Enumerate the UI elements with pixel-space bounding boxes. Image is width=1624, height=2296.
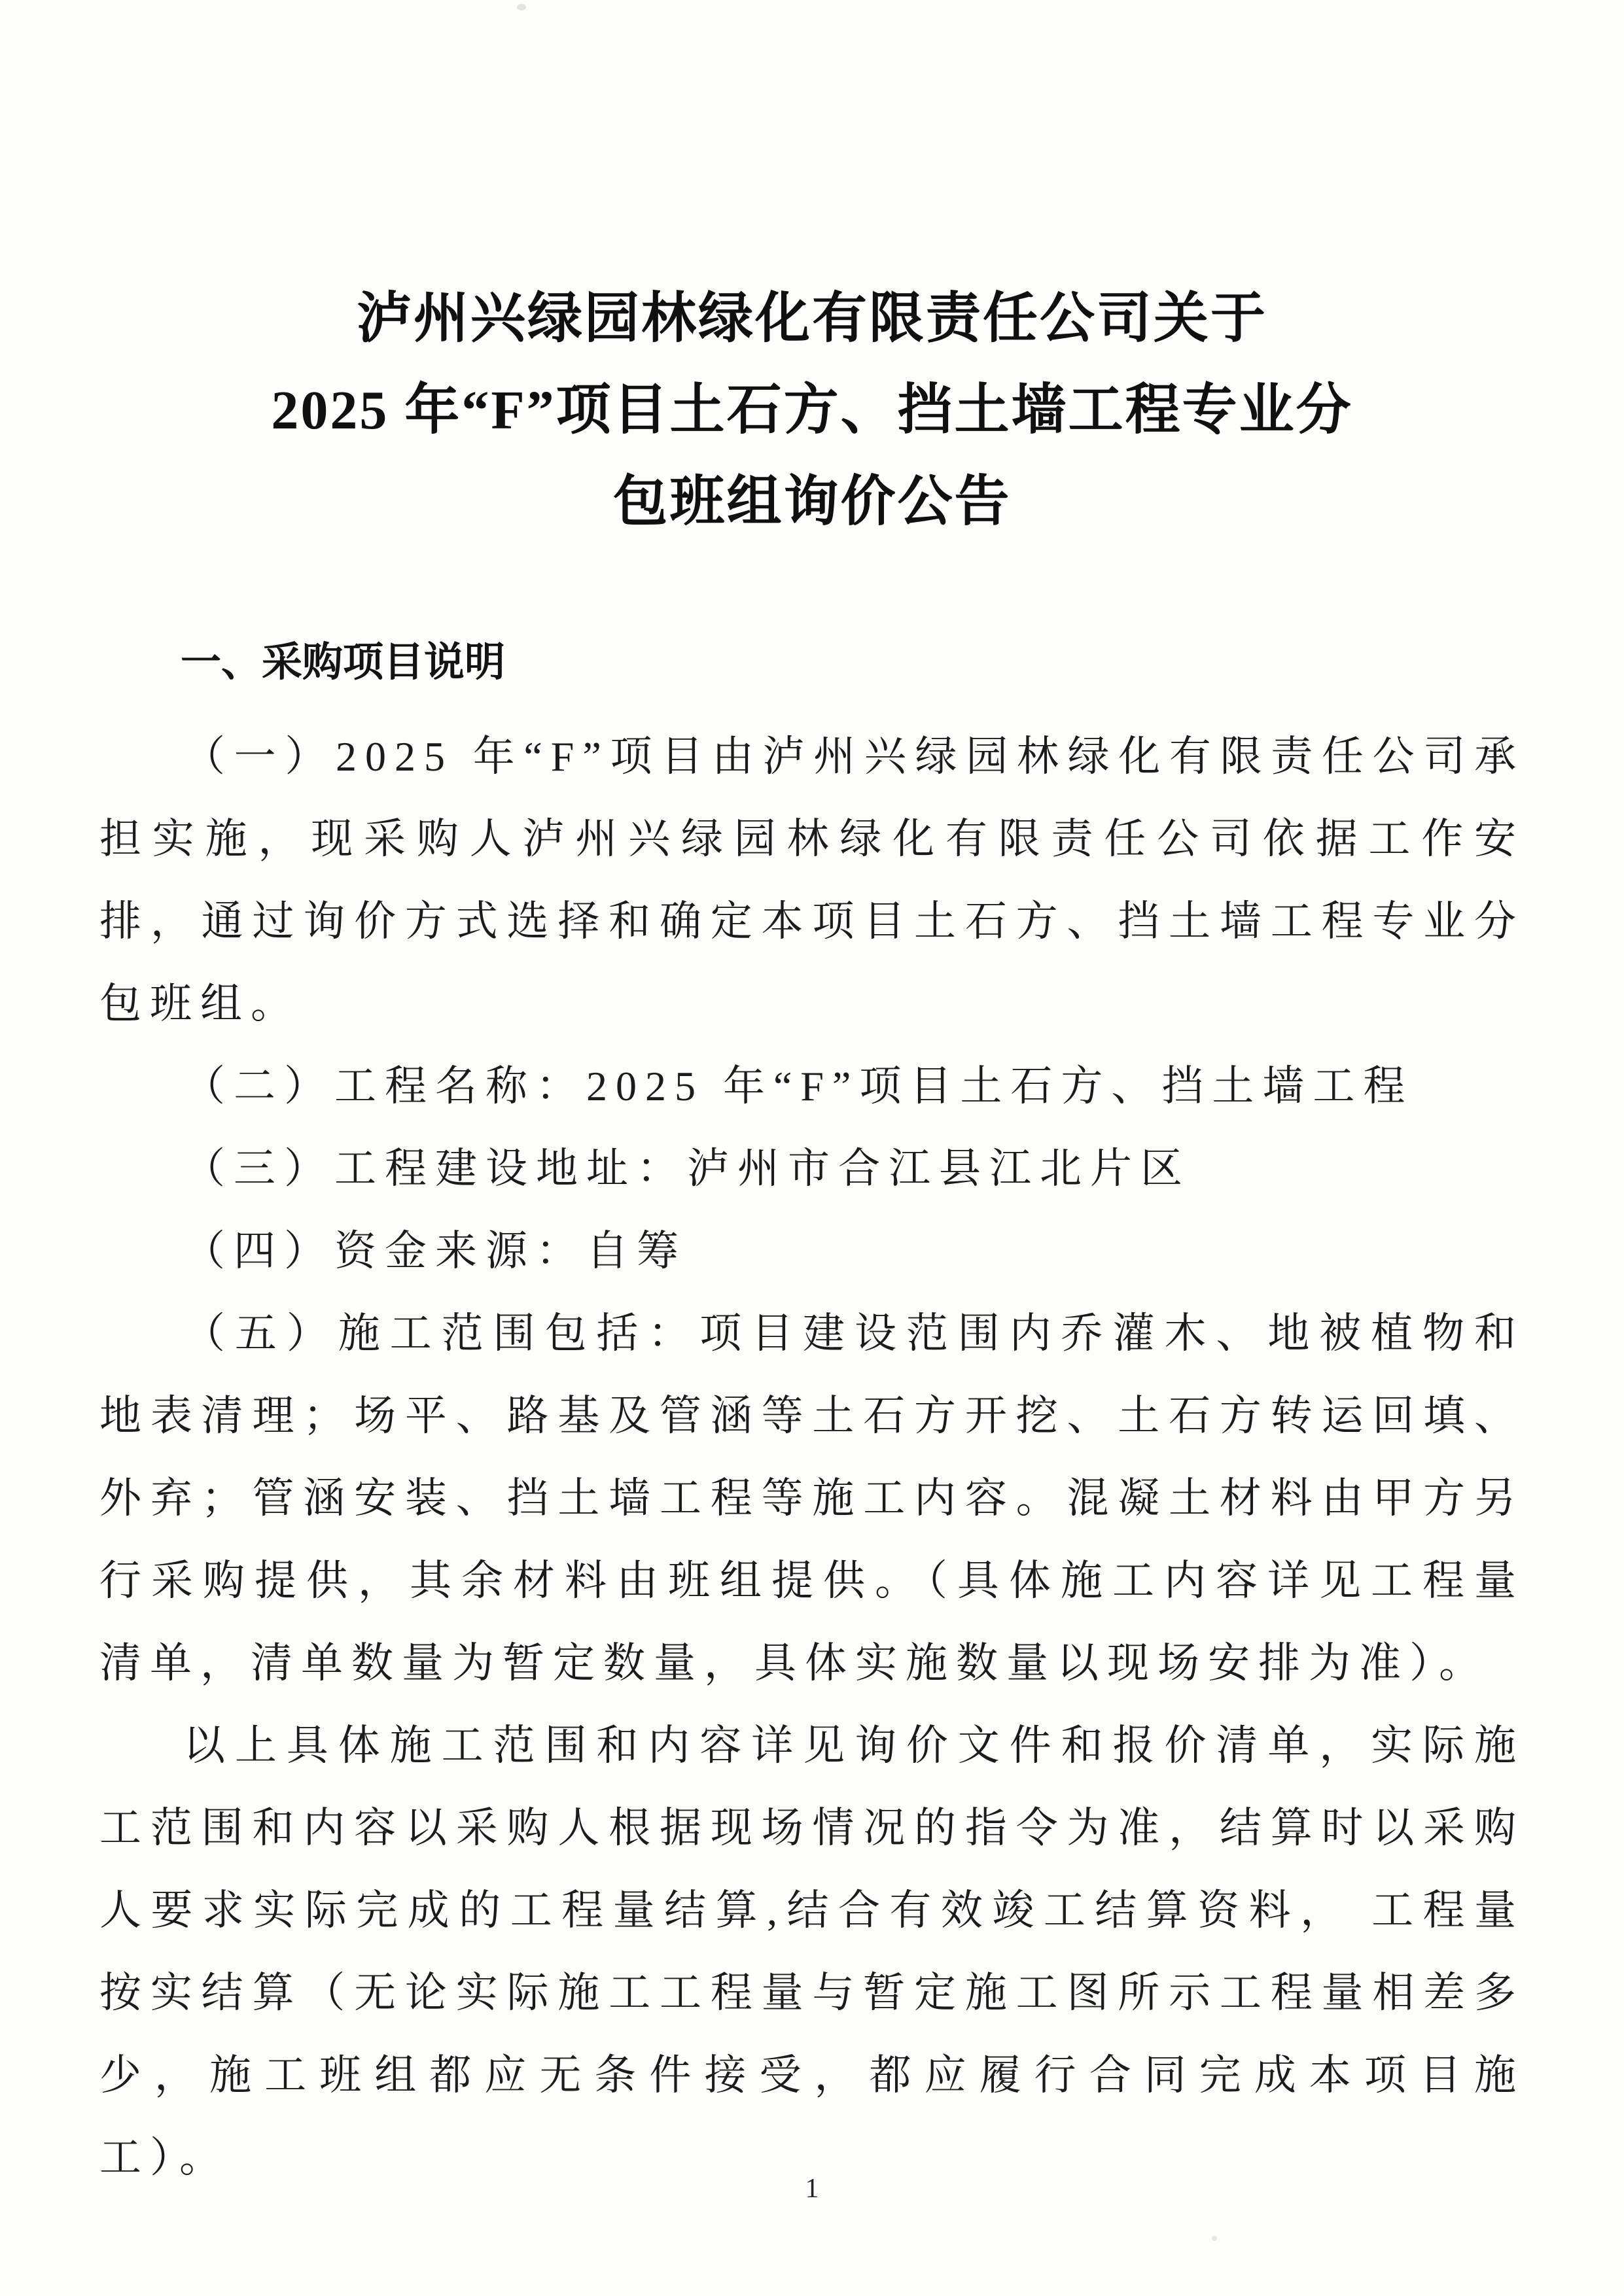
document-content bbox=[99, 273, 1525, 2199]
page-number: 1 bbox=[805, 2174, 819, 2204]
scan-speck bbox=[1212, 2236, 1217, 2241]
paragraph-item-5-construction-scope: （五）施工范围包括：项目建设范围内乔灌木、地被植物和地表清理；场平、路基及管涵等土石方开挖、土石方转运回填、外弃；管涵安装、挡土墙工程等施工内容。混凝土材料由甲方另行采购提供，其余材料由班组提供。（具体施工内容详见工程量清单，清单数量为暂定数量，具体实施数量以现场安排为准）。 bbox=[99, 1310, 1525, 1686]
document-body bbox=[99, 716, 1525, 2199]
document-title-line-2: 2025 年“F”项目土石方、挡土墙工程专业分 bbox=[271, 380, 1353, 441]
document-title bbox=[99, 273, 1525, 548]
document-title-line-1: 泸州兴绿园林绿化有限责任公司关于 bbox=[356, 288, 1267, 349]
paragraph-item-1-project-undertaker: （一）2025 年“F”项目由泸州兴绿园林绿化有限责任公司承担实施，现采购人泸州兴绿园林绿化有限责任公司依据工作安排，通过询价方式选择和确定本项目土石方、挡土墙工程专业分包班组。 bbox=[99, 733, 1525, 1027]
document-title-line-3: 包班组询价公告 bbox=[612, 472, 1012, 532]
section-heading-procurement-description: 一、采购项目说明 bbox=[181, 640, 506, 685]
paragraph-item-3-project-address: （三）工程建设地址：泸州市合江县江北片区 bbox=[183, 1145, 1191, 1192]
paragraph-item-2-project-name: （二）工程名称：2025 年“F”项目土石方、挡土墙工程 bbox=[183, 1063, 1414, 1109]
paragraph-item-4-funding-source: （四）资金来源：自筹 bbox=[183, 1228, 687, 1274]
scan-speck bbox=[517, 4, 526, 10]
paragraph-settlement-terms: 以上具体施工范围和内容详见询价文件和报价清单，实际施工范围和内容以采购人根据现场情况的指令为准，结算时以采购人要求实际完成的工程量结算,结合有效竣工结算资料， 工程量按实结算（无论实际施工工程量与暂定施工图所示工程量相差多少，施工班组都应无条件接受，都应履行合同完成本项目施工）。 bbox=[99, 1722, 1525, 2181]
